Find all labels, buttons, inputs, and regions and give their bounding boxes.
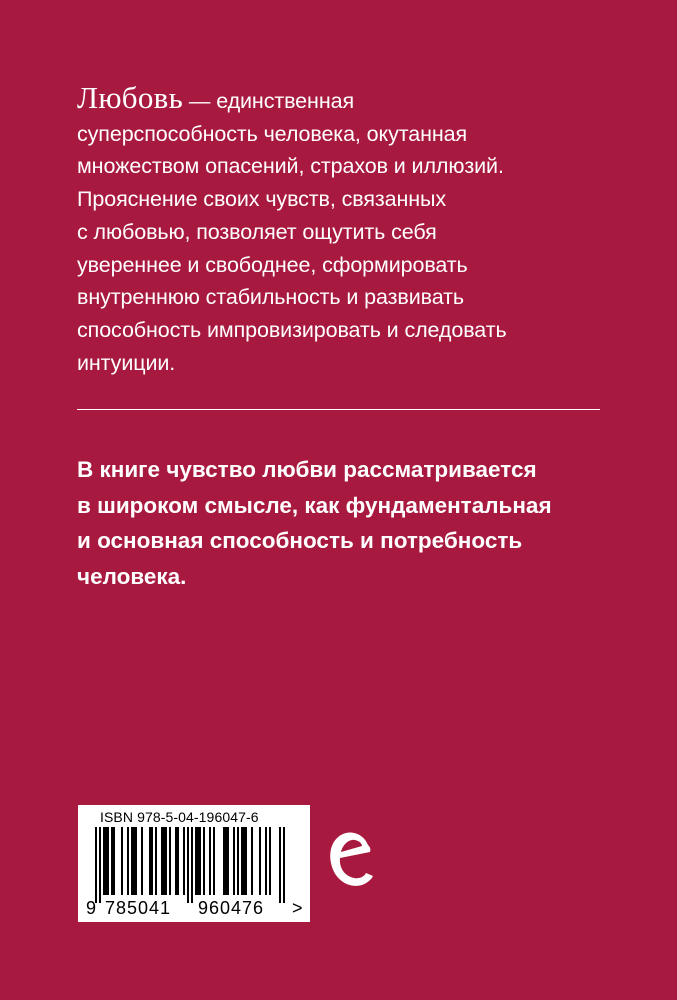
barcode-bar — [199, 827, 201, 895]
intro-line-5: с любовью, позволяет ощутить себя — [77, 219, 437, 244]
barcode-bar — [203, 827, 205, 895]
barcode-bar — [191, 827, 193, 903]
barcode-bar — [187, 827, 189, 903]
barcode-bar — [223, 827, 225, 895]
isbn-label: ISBN 978-5-04-196047-6 — [100, 809, 259, 825]
intro-line-8: способность импровизировать и следовать — [77, 317, 507, 342]
barcode-bar — [113, 827, 115, 895]
eksmo-e-logo-icon — [324, 827, 376, 895]
barcode-bar — [245, 827, 247, 895]
barcode-bar — [99, 827, 101, 903]
intro-line-2: суперспособность человека, окутанная — [77, 121, 468, 146]
intro-first-word: Любовь — [77, 80, 184, 115]
barcode-bar — [127, 827, 129, 895]
ean-quiet-marker: > — [292, 898, 304, 918]
barcode-bar — [279, 827, 281, 903]
barcode-bar — [227, 827, 229, 895]
intro-line-4: Прояснение своих чувств, связанных — [77, 187, 447, 212]
barcode-bar — [133, 827, 135, 895]
barcode-bar — [155, 827, 157, 895]
barcode-bar — [197, 827, 199, 895]
ean-right-group: 960476 — [198, 898, 265, 918]
barcode-bar — [237, 827, 239, 895]
barcode-bar — [177, 827, 179, 895]
barcode-bar — [209, 827, 211, 895]
intro-line-6: увереннее и свободнее, сформировать — [77, 252, 468, 277]
barcode-bar — [131, 827, 133, 895]
barcode-bar — [121, 827, 123, 895]
barcode-bar — [251, 827, 253, 895]
barcode-bar — [165, 827, 167, 895]
barcode-bar — [107, 827, 109, 895]
barcode-bar — [103, 827, 105, 895]
barcode-bar — [269, 827, 271, 895]
intro-paragraph — [77, 82, 637, 379]
isbn-barcode — [78, 805, 310, 922]
barcode-bar — [95, 827, 97, 903]
barcode-bar — [225, 827, 227, 895]
barcode-bar — [213, 827, 215, 895]
intro-line-7: внутреннюю стабильность и развивать — [77, 285, 464, 310]
ean-digits — [78, 898, 310, 920]
barcode-bar — [233, 827, 235, 895]
barcode-bar — [111, 827, 113, 895]
barcode-bar — [169, 827, 171, 895]
ean-first-digit: 9 — [86, 898, 98, 918]
intro-line-1 — [77, 82, 637, 118]
highlight-line-2: в широком смысле, как фундаментальная — [77, 492, 552, 518]
intro-line-3: множеством опасений, страхов и иллюзий. — [77, 154, 504, 179]
section-divider — [77, 409, 600, 410]
highlight-line-3: и основная способность и потребность — [77, 528, 523, 554]
barcode-bar — [163, 827, 165, 895]
barcode-bar — [283, 827, 285, 903]
barcode-bar — [135, 827, 137, 895]
barcode-bar — [265, 827, 267, 895]
intro-line-9: интуиции. — [77, 350, 176, 375]
barcode-bar — [259, 827, 261, 895]
intro-line-text: — единственная — [183, 89, 354, 113]
ean-left-group: 785041 — [105, 898, 172, 918]
highlight-line-4: человека. — [77, 564, 187, 590]
highlight-line-1: В книге чувство любви рассматривается — [77, 457, 537, 482]
barcode-bar — [141, 827, 143, 895]
barcode-bar — [105, 827, 107, 895]
barcode-bar — [243, 827, 245, 895]
barcode-bars — [95, 827, 295, 905]
barcode-bar — [183, 827, 185, 895]
barcode-bar — [161, 827, 163, 895]
barcode-bar — [195, 827, 197, 895]
highlight-paragraph — [77, 452, 637, 595]
barcode-bar — [175, 827, 177, 895]
barcode-bar — [241, 827, 243, 895]
barcode-bar — [151, 827, 153, 895]
barcode-bar — [149, 827, 151, 895]
